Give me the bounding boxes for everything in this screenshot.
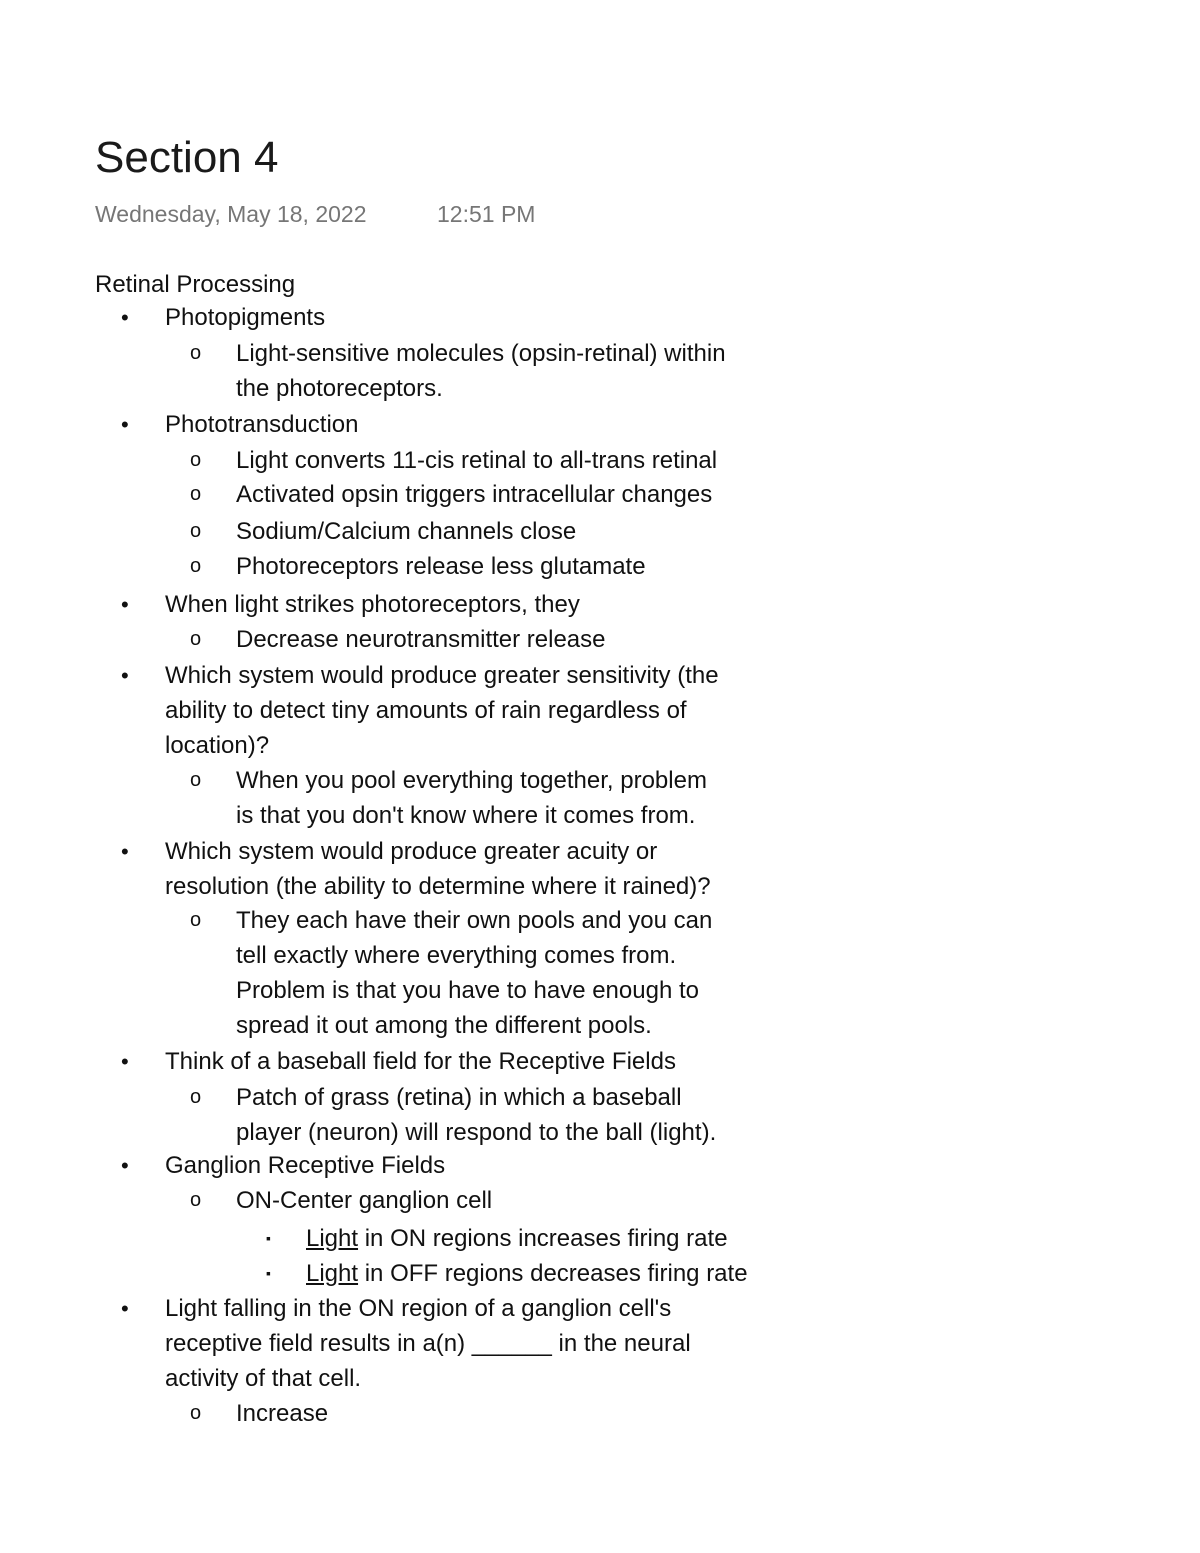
ring-marker: o xyxy=(190,628,202,650)
bullet-marker: • xyxy=(121,1049,129,1074)
underlined-word: Light xyxy=(306,1225,359,1252)
bullet-marker: • xyxy=(121,1296,129,1321)
list-item-pt-sub2: o Activated opsin triggers intracellular changes xyxy=(236,477,712,512)
ring-marker: o xyxy=(190,483,202,505)
ring-marker: o xyxy=(190,342,202,364)
bullet-marker: • xyxy=(121,592,129,617)
list-item-photopigments-sub: o Light-sensitive molecules (opsin-retinal) within the photoreceptors. xyxy=(236,336,726,406)
list-item-acuity-sub: o They each have their own pools and you can tell exactly where everything comes from. Problem is that you have to have enough to spread it out among the different pools. xyxy=(236,903,712,1043)
list-item-ganglion-on: ▪ Light in ON regions increases firing rate xyxy=(306,1221,728,1256)
list-item-sensitivity: • Which system would produce greater sensitivity (the ability to detect tiny amounts of rain regardless of location)? xyxy=(165,658,719,763)
list-item-light-strikes: • When light strikes photoreceptors, they xyxy=(165,587,580,622)
list-item-light-falling-sub: o Increase xyxy=(236,1396,328,1431)
list-item-ganglion: • Ganglion Receptive Fields xyxy=(165,1148,445,1183)
square-marker: ▪ xyxy=(266,1230,271,1246)
section-heading: Retinal Processing xyxy=(95,271,296,298)
underlined-word: Light xyxy=(306,1260,359,1287)
list-item-pt-sub3: o Sodium/Calcium channels close xyxy=(236,514,576,549)
ring-marker: o xyxy=(190,555,202,577)
ring-marker: o xyxy=(190,1402,202,1424)
list-item-light-falling: • Light falling in the ON region of a ganglion cell's receptive field results in a(n) ______ in the neural activity of that cell. xyxy=(165,1291,691,1396)
list-item-baseball-sub: o Patch of grass (retina) in which a baseball player (neuron) will respond to the ball (light). xyxy=(236,1080,716,1150)
bullet-marker: • xyxy=(121,839,129,864)
ring-marker: o xyxy=(190,449,202,471)
square-marker: ▪ xyxy=(266,1265,271,1281)
list-item-pt-sub1: o Light converts 11-cis retinal to all-trans retinal xyxy=(236,443,717,478)
ring-marker: o xyxy=(190,1086,202,1108)
bullet-marker: • xyxy=(121,305,129,330)
list-item-sensitivity-sub: o When you pool everything together, problem is that you don't know where it comes from. xyxy=(236,763,707,833)
bullet-marker: • xyxy=(121,412,129,437)
page-time: 12:51 PM xyxy=(437,201,536,227)
list-item-ganglion-sub: o ON-Center ganglion cell xyxy=(236,1183,492,1218)
ring-marker: o xyxy=(190,1189,202,1211)
bullet-marker: • xyxy=(121,1153,129,1178)
ring-marker: o xyxy=(190,909,202,931)
list-item-acuity: • Which system would produce greater acuity or resolution (the ability to determine where it rained)? xyxy=(165,834,711,904)
ring-marker: o xyxy=(190,520,202,542)
bullet-marker: • xyxy=(121,663,129,688)
list-item-baseball: • Think of a baseball field for the Receptive Fields xyxy=(165,1044,676,1079)
list-item-light-strikes-sub: o Decrease neurotransmitter release xyxy=(236,622,606,657)
ring-marker: o xyxy=(190,769,202,791)
page-title: Section 4 xyxy=(95,133,279,182)
page-date: Wednesday, May 18, 2022 xyxy=(95,201,367,227)
list-item-pt-sub4: o Photoreceptors release less glutamate xyxy=(236,549,646,584)
list-item-ganglion-off: ▪ Light in OFF regions decreases firing rate xyxy=(306,1256,748,1291)
list-item-phototransduction: • Phototransduction xyxy=(165,407,358,442)
list-item-photopigments: • Photopigments xyxy=(165,300,325,335)
